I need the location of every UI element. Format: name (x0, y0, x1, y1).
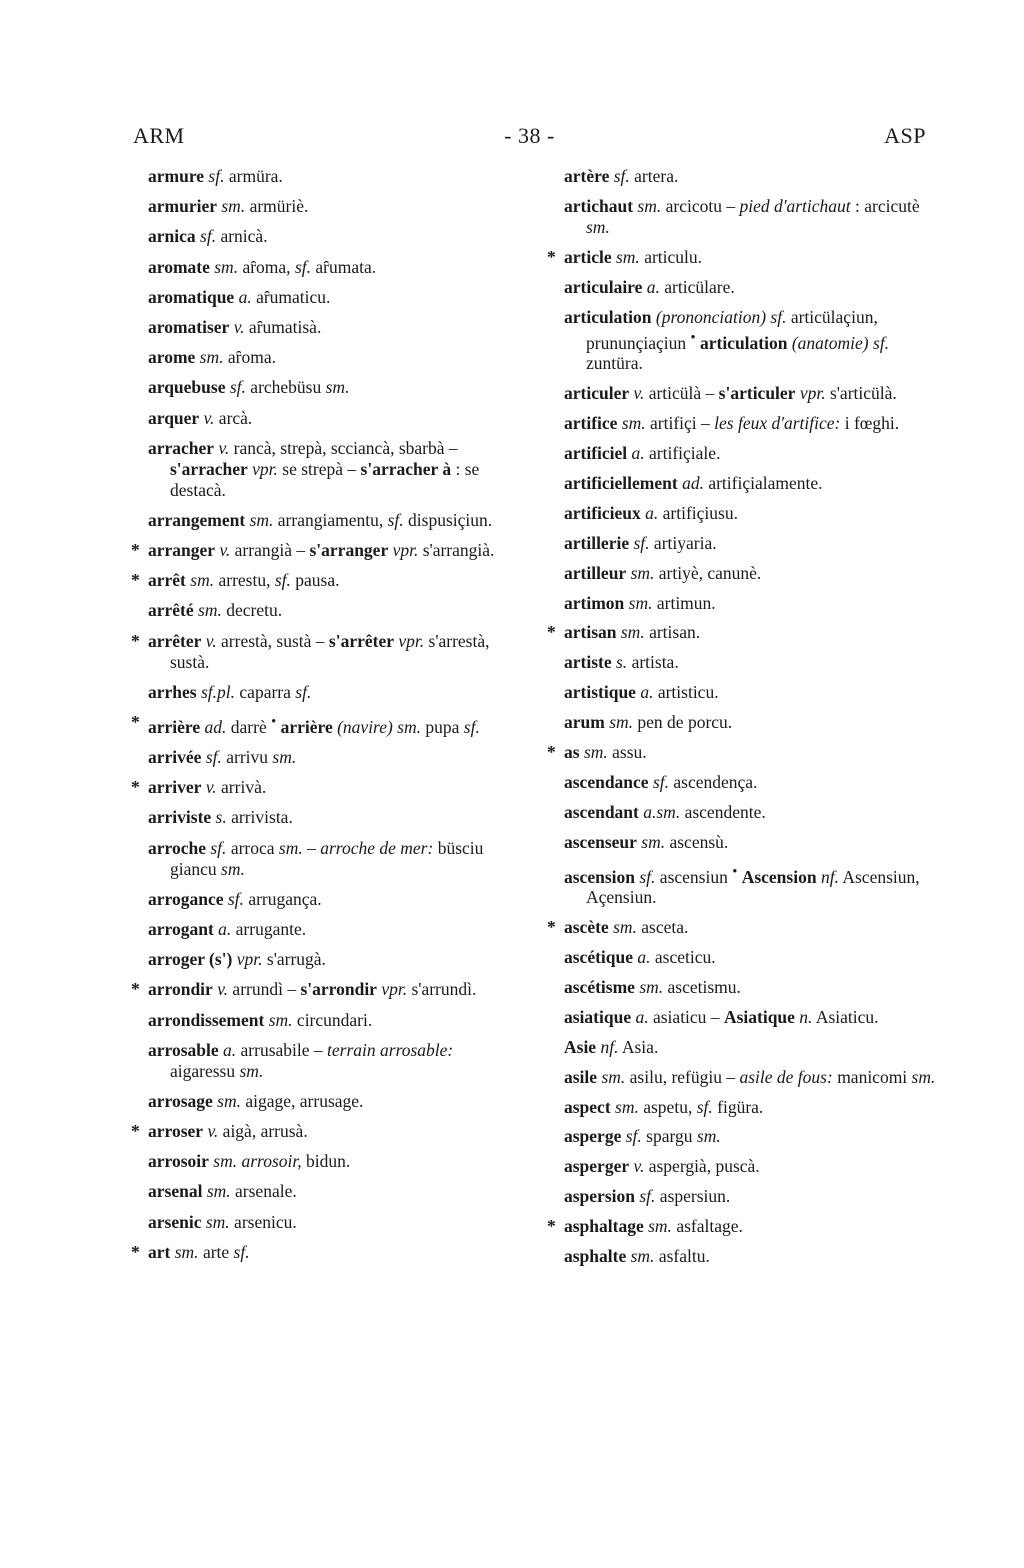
dictionary-entry: * art sm. arte sf. (148, 1242, 522, 1263)
dictionary-entry: arrosable a. arrusabile – terrain arrosable: aigaressu sm. (148, 1039, 454, 1081)
dictionary-entry: ascendance sf. ascendença. (564, 771, 758, 792)
dictionary-entry: arsenal sm. arsenale. (148, 1181, 297, 1202)
dictionary-entry: artifice sm. artifiçi – les feux d'artifice: i fœghi. (564, 413, 900, 434)
dictionary-entry: arracher v. rancà, strepà, scciancà, sbarbà – s'arracher vpr. se strepà – s'arracher à : se destacà. (148, 437, 480, 500)
dictionary-entry: artiste s. artista. (564, 652, 679, 673)
dictionary-entry: arnica sf. arnicà. (148, 226, 268, 247)
dictionary-entry: artichaut sm. arcicotu – pied d'artichaut : arcicutè sm. (564, 195, 920, 237)
page-number: - 38 - (504, 123, 555, 148)
dictionary-entry: arquebuse sf. archebüsu sm. (148, 377, 350, 398)
dictionary-entry: arrogant a. arrugante. (148, 918, 307, 939)
dictionary-entry: artistique a. artisticu. (564, 682, 719, 703)
dictionary-entry: arroche sf. arroca sm. – arroche de mer: büsciu giancu sm. (148, 837, 484, 879)
dictionary-entry: * as sm. assu. (564, 742, 938, 763)
dictionary-entry: articulaire a. articülare. (564, 276, 735, 297)
dictionary-entry: * artisan sm. artisan. (564, 622, 938, 643)
dictionary-entry: aspect sm. aspetu, sf. figüra. (564, 1096, 764, 1117)
dictionary-entry: asiatique a. asiaticu – Asiatique n. Asiaticu. (564, 1006, 879, 1027)
dictionary-entry: * ascète sm. asceta. (564, 917, 938, 938)
left-column (148, 166, 522, 1272)
dictionary-entry: * asphaltage sm. asfaltage. (564, 1216, 938, 1237)
dictionary-entry: * arrondir v. arrundì – s'arrondir vpr. s'arrundì. (148, 979, 522, 1000)
header-left-guideword: ARM (133, 123, 185, 148)
dictionary-entry: * arrêter v. arrestà, sustà – s'arrêter vpr. s'arrestà, sustà. (148, 631, 522, 673)
dictionary-entry: aromate sm. aȓoma, sf. aȓumata. (148, 256, 377, 277)
dictionary-entry: * arrière ad. darrè • arrière (navire) sm. pupa sf. (148, 712, 522, 738)
dictionary-entry: arrondissement sm. circundari. (148, 1009, 373, 1030)
dictionary-entry: ascension sf. ascensiun • Ascension nf. Ascensiun, Açensiun. (564, 863, 920, 908)
dictionary-entry: arroger (s') vpr. s'arrugà. (148, 949, 326, 970)
dictionary-entry: aromatiser v. aȓumatisà. (148, 316, 322, 337)
dictionary-entry: arrangement sm. arrangiamentu, sf. dispusiçiun. (148, 509, 493, 530)
dictionary-entry: arquer v. arcà. (148, 407, 253, 428)
dictionary-entry: * arroser v. aigà, arrusà. (148, 1121, 522, 1142)
dictionary-entry: artificiellement ad. artifiçialamente. (564, 472, 823, 493)
dictionary-entry: * arranger v. arrangià – s'arranger vpr. s'arrangià. (148, 540, 522, 561)
dictionary-entry: artilleur sm. artiyè, canunè. (564, 562, 762, 583)
dictionary-entry: asperge sf. spargu sm. (564, 1126, 721, 1147)
dictionary-entry: * arriver v. arrivà. (148, 777, 522, 798)
dictionary-entry: artimon sm. artimun. (564, 592, 716, 613)
dictionary-entry: arrosoir sm. arrosoir, bidun. (148, 1151, 351, 1172)
dictionary-entry: arriviste s. arrivista. (148, 807, 293, 828)
dictionary-entry: Asie nf. Asia. (564, 1036, 659, 1057)
dictionary-entry: arrêté sm. decretu. (148, 600, 283, 621)
dictionary-entry: arrhes sf.pl. caparra sf. (148, 681, 312, 702)
dictionary-entry: arrosage sm. aigage, arrusage. (148, 1090, 364, 1111)
header-right-guideword: ASP (884, 123, 926, 148)
dictionary-entry: armurier sm. armüriè. (148, 196, 309, 217)
dictionary-entry: artificieux a. artifiçiusu. (564, 502, 738, 523)
dictionary-entry: asphalte sm. asfaltu. (564, 1246, 710, 1267)
right-column (564, 166, 938, 1276)
dictionary-entry: artère sf. artera. (564, 166, 679, 186)
dictionary-entry: arrivée sf. arrivu sm. (148, 747, 297, 768)
page-header (133, 123, 926, 153)
dictionary-entry: articuler v. articülà – s'articuler vpr. s'articülà. (564, 383, 897, 404)
dictionary-entry: artillerie sf. artiyaria. (564, 532, 717, 553)
dictionary-entry: ascendant a.sm. ascendente. (564, 801, 766, 822)
dictionary-entry: ascétique a. asceticu. (564, 947, 716, 968)
dictionary-entry: ascenseur sm. ascensù. (564, 831, 729, 852)
dictionary-entry: asperger v. aspergià, puscà. (564, 1156, 760, 1177)
dictionary-entry: articulation (prononciation) sf. articülaçiun, prununçiaçiun • articulation (anatomie) sf. zuntüra. (564, 306, 890, 374)
dictionary-entry: aspersion sf. aspersiun. (564, 1186, 731, 1207)
dictionary-entry: * arrêt sm. arrestu, sf. pausa. (148, 570, 522, 591)
dictionary-entry: arrogance sf. arrugança. (148, 888, 322, 909)
dictionary-entry: ascétisme sm. ascetismu. (564, 977, 741, 998)
dictionary-entry: armure sf. armüra. (148, 166, 283, 186)
dictionary-entry: asile sm. asilu, refügiu – asile de fous: manicomi sm. (564, 1066, 936, 1087)
dictionary-entry: artificiel a. artifiçiale. (564, 443, 721, 464)
dictionary-entry: aromatique a. aȓumaticu. (148, 286, 331, 307)
dictionary-entry: arsenic sm. arsenicu. (148, 1211, 297, 1232)
dictionary-entry: * article sm. articulu. (564, 247, 938, 268)
dictionary-entry: arome sm. aȓoma. (148, 347, 276, 368)
dictionary-entry: arum sm. pen de porcu. (564, 712, 733, 733)
